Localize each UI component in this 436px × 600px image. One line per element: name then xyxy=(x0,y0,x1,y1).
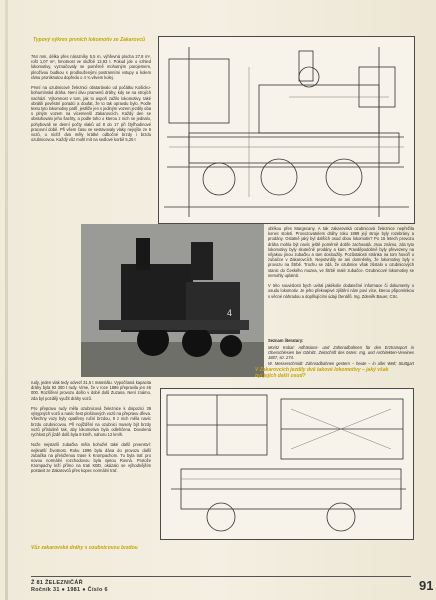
article-column-1-top: 764 mm, délka přes nárazníky 5,5 m, výhřevná plocha 27,8 m², rošt 1,07 m², hmotnost ve službě 13,93 t. Pokud jde o vzhled lokomotivy, vyznačovaly se poměrně mohutným parojemem, plnoživou budkou s prodlouženými postranními vstupy a kolem rámu proniknutou dopředu o 4 ¾ vlivem kolej. První na ozubnicové železnici obstarávalo od počátku Košicko-bohumínská dráha. Není divu pramenů dráhy, kdy se na strojích nachází. Výtomnost v tom, jak to aspoň zažilo lokomotivy, také obrátili pověstní poradci a doufat, že to tak opravdu bylo. Podle textu tyto lokomotivy patří, jestliže jen s jediným vozem jezdily oba s plným vozem na vícemenší Zakarovcích. Každý den se obsluhovalo jeho šachty, a podle toho o kterou z nich se jednalo, pohybovali se denní počty vlaků od 8 do 17 při čtyřhodinové pracovní době. Při všem času se sestavovaly vlaky nejvýše ze 6 vozů, u nichž dva měly krátké odbočné brzdy i brzdu ozubnicovou. Každý vůz mohl mít na sedlové korbě 5,25 t xyxy=(31,54,151,143)
literature-heading: Seznam literatury: xyxy=(268,338,304,343)
locomotive-number: 4 xyxy=(227,308,233,318)
middle-caption: V Zakarovcích jezdily dvě takové lokomotivy – jaký však byl jejich další osud? xyxy=(255,367,389,379)
article-column-2: oblíkou přes Margecany. A tak zakarovská ozubnicová železnice nepřežila konec století. Provozovatelem dráhy roku 1899 její stroje byly rozebrány a prodány. Ostatně jaký byl dalších osud obou lokomotiv? Po 15 letech provozu dráha mohla být navíc ještě poměrně dobře zachovalá. Jsou známo, zda tyto lokomotivy byly skutečně prodány a kam. Pravděpodobně byly převezeny na nějakou jinou zubačku a tam dosloužily. Pozůstalosti stránka na tom hovoří o zubačce v Zakarovcích. Nepotvrdily se ani domněnky, že lokomotivy byly v provozu na Štrbě. Trochu se zdá, že ozubnice však zůstalo u ozubnicových stanic do Českého muzea, ve Štrbě malé zubačce. Ozubnicové lokomotivy se nemohly uplatnit. V této souvislosti bych uvítal jakékoliv dodatečné informace či dokumenty o osudu lokomotiv. Je jeho překvapivé zjištění nám poví více, kterou připomínkou s věcné náhradou a doplňujícími údaji čtenářů. Ing. Zdeněk Bauer, CSc. xyxy=(268,226,414,299)
page-number: 91 xyxy=(419,578,434,593)
footer-separator xyxy=(31,576,411,577)
wagon-technical-drawing xyxy=(160,388,414,540)
page-binding-edge xyxy=(5,0,8,600)
bottom-caption: Vůz zakarovské dráhy s ozubnicovou brzdou xyxy=(31,545,138,551)
literature-list: Moritz Kobat: Adhäsions- und Zahnradbahnen für den Erztransport in Oberschlesien bei Gölnitz. Zeitschrift des österr. Ing. und Architekten-Vereines 1887, str. 274. W. Messerschmidt: Zahnradbahnen gestern – heute – in aller Welt; Stuttgart xyxy=(268,345,414,366)
locomotive-photo-svg xyxy=(81,224,264,377)
footer-masthead xyxy=(31,580,108,593)
footer-magazine-name: Ž 81 ŽELEZNIČÁŘ xyxy=(31,580,83,586)
locomotive-photo xyxy=(81,224,264,377)
top-caption: Typový výkres prvních lokomotiv ze Zakarovců xyxy=(33,37,146,43)
locomotive-technical-drawing xyxy=(158,36,415,224)
locomotive-drawing-svg xyxy=(159,37,414,223)
article-column-1-bottom: rudy, jeden vlak tedy odvezl 31,5 t materiálu. Vypočítaná kapacita dráhy byla 92 300 t rudy. Vime, že v roce 1886 přepravila jen 46 000. Rozšíření provozu došlo v době dolů Zuzana. Není známo, zda byl později využit dráhy vozů. Pro přepravu rudy měla ozubnicová železnice k dispozici 39 výsypných vozů a navíc šest plošinových vozů na přepravu dřeva. Všechny vozy byly opatřeny ruční brzdou, 9 z nich měla navíc brzdu ozubnicovou. Při nojížďění na ozubnici musely být brzdy vozů příslušně tak, aby lokomotiva byla odlehčena. Dovolená rychlost při jízdě dolů byla 8 km/h, nahoru 12 km/h. Nože nejstarší zubačka měla bohužel také další prvenství: nejkratší životnost. Roku 1896 byla dána do provozu další zubačka na přeloženou trase k Krompachom. Tu byla trať pro novou normální rozchodovou byla sjetou Rovná. Protože Krompachy leží přímo na trati KBD, okázalo se výhodnějším postavit ze Zakarovců přes kopec normální trať. xyxy=(31,380,151,474)
footer-issue-info: Ročník 31 ● 1981 ● Číslo 6 xyxy=(31,586,108,593)
wagon-drawing-svg xyxy=(161,389,413,539)
